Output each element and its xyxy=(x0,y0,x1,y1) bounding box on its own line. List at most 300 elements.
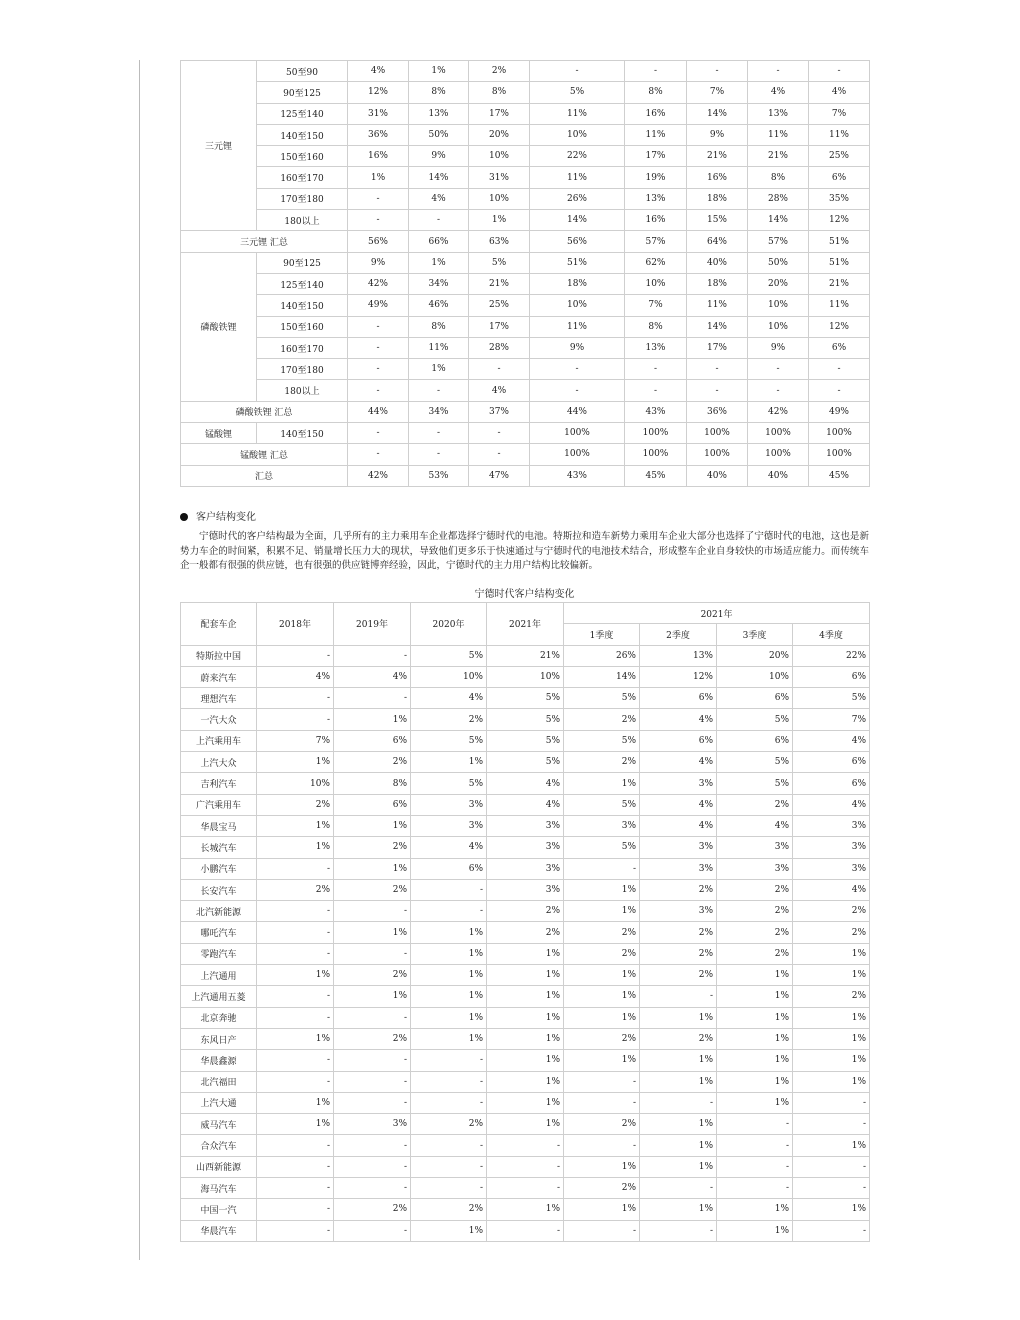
table-row xyxy=(181,815,870,836)
table-cell: 6% xyxy=(717,730,793,751)
table-cell: - xyxy=(411,1071,487,1092)
table-cell: 1% xyxy=(334,858,411,879)
table-cell: - xyxy=(487,1156,564,1177)
table-cell: 1% xyxy=(257,965,334,986)
table-cell: - xyxy=(257,1071,334,1092)
table-cell: 8% xyxy=(334,773,411,794)
table-cell: 2% xyxy=(487,901,564,922)
table-cell: 10% xyxy=(411,666,487,687)
table-cell: - xyxy=(748,359,809,380)
table-row xyxy=(181,1050,870,1071)
table-cell: 1% xyxy=(487,1028,564,1049)
group-label: 三元锂 xyxy=(181,61,257,231)
table-cell: 13% xyxy=(640,645,717,666)
table-cell: 1% xyxy=(640,1050,717,1071)
table-cell: 5% xyxy=(411,773,487,794)
table-cell: - xyxy=(411,1135,487,1156)
table-cell: - xyxy=(717,1156,793,1177)
table-cell: 1% xyxy=(717,1028,793,1049)
table-cell: 35% xyxy=(809,188,870,209)
table-cell: 7% xyxy=(793,709,870,730)
table-cell: 5% xyxy=(564,730,640,751)
table-cell: 5% xyxy=(717,709,793,730)
table-cell: 10% xyxy=(717,666,793,687)
table-cell: 2% xyxy=(411,1114,487,1135)
table-cell: 4% xyxy=(487,794,564,815)
table-row xyxy=(181,752,870,773)
table-cell: 50% xyxy=(409,124,469,145)
table-cell: - xyxy=(411,1156,487,1177)
table-cell: 21% xyxy=(687,146,748,167)
table-cell: 2% xyxy=(411,1199,487,1220)
table-cell: - xyxy=(687,359,748,380)
table-cell: 1% xyxy=(348,167,409,188)
table-cell: 42% xyxy=(348,465,409,486)
table-cell: 4% xyxy=(411,837,487,858)
table-cell: 1% xyxy=(564,1156,640,1177)
table-cell: 4% xyxy=(409,188,469,209)
table-cell: - xyxy=(793,1178,870,1199)
table-cell: 2% xyxy=(640,879,717,900)
table-cell: 8% xyxy=(469,82,530,103)
table-cell: - xyxy=(334,1071,411,1092)
table-cell: 1% xyxy=(717,986,793,1007)
table-cell: 4% xyxy=(487,773,564,794)
table-cell: 18% xyxy=(687,273,748,294)
table-row xyxy=(181,986,870,1007)
table-cell: - xyxy=(809,359,870,380)
table-cell: 2% xyxy=(334,879,411,900)
table-cell: 8% xyxy=(748,167,809,188)
table-cell: 6% xyxy=(793,752,870,773)
table-cell: 1% xyxy=(717,1071,793,1092)
header-cell: 2018年 xyxy=(257,603,334,646)
table-cell: 1% xyxy=(793,1071,870,1092)
table-cell: 3% xyxy=(640,837,717,858)
table-row xyxy=(181,1178,870,1199)
table-cell: - xyxy=(257,858,334,879)
table-cell: 2% xyxy=(334,752,411,773)
table-row xyxy=(181,645,870,666)
table-cell: 1% xyxy=(640,1199,717,1220)
table-cell: 2% xyxy=(793,986,870,1007)
row-label: 50至90 xyxy=(257,61,348,82)
table-cell: 1% xyxy=(411,752,487,773)
table-row xyxy=(181,1135,870,1156)
table-cell: 8% xyxy=(625,82,687,103)
table-cell: 3% xyxy=(334,1114,411,1135)
table-cell: 2% xyxy=(334,965,411,986)
table-cell: 1% xyxy=(564,879,640,900)
table-cell: 3% xyxy=(487,879,564,900)
table-cell: 6% xyxy=(809,167,870,188)
table-cell: 2% xyxy=(564,1114,640,1135)
table-cell: 28% xyxy=(748,188,809,209)
table-cell: 51% xyxy=(809,252,870,273)
row-label: 150至160 xyxy=(257,146,348,167)
table-cell: 7% xyxy=(809,103,870,124)
row-label: 磷酸铁锂 汇总 xyxy=(181,401,348,422)
table-cell: 20% xyxy=(469,124,530,145)
table-cell: 100% xyxy=(625,444,687,465)
table-cell: 37% xyxy=(469,401,530,422)
table-cell: - xyxy=(411,1092,487,1113)
table-cell: 9% xyxy=(348,252,409,273)
table-cell: - xyxy=(334,1178,411,1199)
table-row xyxy=(181,1114,870,1135)
page-margin-line xyxy=(139,60,140,1260)
table-cell: 1% xyxy=(487,943,564,964)
table-cell: - xyxy=(717,1135,793,1156)
table-cell: 3% xyxy=(640,858,717,879)
table-cell: 1% xyxy=(409,61,469,82)
table-cell: 1% xyxy=(487,1071,564,1092)
table-cell: 7% xyxy=(257,730,334,751)
table-cell: 7% xyxy=(625,295,687,316)
table-cell: - xyxy=(409,380,469,401)
table-cell: - xyxy=(640,1178,717,1199)
table-cell: 100% xyxy=(809,444,870,465)
table-cell: 36% xyxy=(348,124,409,145)
table-cell: 1% xyxy=(564,773,640,794)
table-cell: 100% xyxy=(809,423,870,444)
table-cell: - xyxy=(257,688,334,709)
header-cell: 4季度 xyxy=(793,624,870,645)
table-cell: 40% xyxy=(748,465,809,486)
table-row xyxy=(181,380,870,401)
table-cell: 1% xyxy=(487,1007,564,1028)
table-cell: 10% xyxy=(257,773,334,794)
table-cell: 21% xyxy=(748,146,809,167)
table-cell: 47% xyxy=(469,465,530,486)
table-cell: 5% xyxy=(564,794,640,815)
table-cell: 8% xyxy=(625,316,687,337)
table-row xyxy=(181,1007,870,1028)
row-label: 125至140 xyxy=(257,103,348,124)
table-cell: - xyxy=(640,1092,717,1113)
table-cell: 50% xyxy=(748,252,809,273)
table-cell: 4% xyxy=(793,879,870,900)
table-row xyxy=(181,359,870,380)
table-cell: 9% xyxy=(748,337,809,358)
table-cell: 5% xyxy=(530,82,625,103)
table-cell: 1% xyxy=(409,252,469,273)
table-cell: 1% xyxy=(793,1135,870,1156)
table-cell: - xyxy=(348,316,409,337)
table-cell: 2% xyxy=(717,901,793,922)
table-cell: 6% xyxy=(793,666,870,687)
header-cell: 1季度 xyxy=(564,624,640,645)
table-cell: - xyxy=(257,1050,334,1071)
row-label: 90至125 xyxy=(257,252,348,273)
table-row xyxy=(181,794,870,815)
table-cell: 11% xyxy=(809,295,870,316)
table-cell: - xyxy=(487,1178,564,1199)
row-label: 160至170 xyxy=(257,337,348,358)
table-row xyxy=(181,167,870,188)
table-cell: 1% xyxy=(411,943,487,964)
table-cell: 12% xyxy=(348,82,409,103)
table-cell: - xyxy=(409,444,469,465)
table-cell: 31% xyxy=(348,103,409,124)
table-cell: 1% xyxy=(487,1114,564,1135)
table-cell: 42% xyxy=(348,273,409,294)
table-cell: 1% xyxy=(487,965,564,986)
table-cell: - xyxy=(348,188,409,209)
table-cell: 1% xyxy=(564,901,640,922)
table-cell: 1% xyxy=(257,752,334,773)
table-cell: - xyxy=(334,1220,411,1241)
table-cell: - xyxy=(640,1220,717,1241)
table-row xyxy=(181,879,870,900)
row-label: 一汽大众 xyxy=(181,709,257,730)
row-label: 山西新能源 xyxy=(181,1156,257,1177)
table-cell: 14% xyxy=(748,210,809,231)
table-cell: 3% xyxy=(487,815,564,836)
table-cell: - xyxy=(257,1135,334,1156)
row-label: 160至170 xyxy=(257,167,348,188)
table-cell: - xyxy=(564,1135,640,1156)
table-cell: - xyxy=(687,61,748,82)
table-cell: 1% xyxy=(257,1028,334,1049)
table-cell: 21% xyxy=(487,645,564,666)
table-cell: 6% xyxy=(640,730,717,751)
table-cell: 11% xyxy=(687,295,748,316)
table-cell: 1% xyxy=(640,1114,717,1135)
table-cell: 5% xyxy=(564,837,640,858)
table-cell: 2% xyxy=(640,1028,717,1049)
table-cell: 2% xyxy=(564,922,640,943)
table-cell: 9% xyxy=(409,146,469,167)
table-cell: 100% xyxy=(625,423,687,444)
table-cell: - xyxy=(809,61,870,82)
table-cell: 4% xyxy=(334,666,411,687)
table-row xyxy=(181,401,870,422)
table-cell: 34% xyxy=(409,401,469,422)
table-row xyxy=(181,709,870,730)
table-cell: 3% xyxy=(411,815,487,836)
table-cell: 1% xyxy=(334,709,411,730)
table-cell: 2% xyxy=(564,1178,640,1199)
table-cell: - xyxy=(564,1071,640,1092)
table-cell: 62% xyxy=(625,252,687,273)
table-cell: 1% xyxy=(334,986,411,1007)
table-cell: - xyxy=(411,1050,487,1071)
table-row xyxy=(181,1199,870,1220)
table-row xyxy=(181,1028,870,1049)
table-cell: 20% xyxy=(717,645,793,666)
table-cell: 9% xyxy=(530,337,625,358)
table-row xyxy=(181,666,870,687)
table-row xyxy=(181,231,870,252)
row-label: 东风日产 xyxy=(181,1028,257,1049)
row-label: 上汽大众 xyxy=(181,752,257,773)
table-cell: 4% xyxy=(640,709,717,730)
table-cell: 1% xyxy=(334,815,411,836)
table-cell: 10% xyxy=(625,273,687,294)
table-cell: - xyxy=(257,1156,334,1177)
table-cell: - xyxy=(487,1220,564,1241)
table-cell: 53% xyxy=(409,465,469,486)
table-cell: 1% xyxy=(717,1007,793,1028)
table-cell: - xyxy=(348,337,409,358)
table-row xyxy=(181,61,870,82)
table-row xyxy=(181,273,870,294)
table-cell: 10% xyxy=(469,188,530,209)
table-cell: - xyxy=(564,858,640,879)
customer-structure-table xyxy=(180,602,870,1242)
table-cell: 2% xyxy=(469,61,530,82)
table-row xyxy=(181,688,870,709)
table-cell: - xyxy=(530,359,625,380)
row-label: 华晨汽车 xyxy=(181,1220,257,1241)
table-cell: - xyxy=(640,986,717,1007)
table-cell: 14% xyxy=(530,210,625,231)
table-row xyxy=(181,922,870,943)
row-label: 北汽新能源 xyxy=(181,901,257,922)
table-cell: 6% xyxy=(334,794,411,815)
table-cell: 5% xyxy=(411,645,487,666)
table-cell: 2% xyxy=(793,922,870,943)
table-cell: 6% xyxy=(640,688,717,709)
table-cell: - xyxy=(257,1178,334,1199)
table-cell: 1% xyxy=(469,210,530,231)
table-cell: - xyxy=(625,380,687,401)
table-row xyxy=(181,858,870,879)
header-cell: 2021年 xyxy=(564,603,870,624)
table-cell: 2% xyxy=(717,794,793,815)
row-label: 蔚来汽车 xyxy=(181,666,257,687)
table-cell: - xyxy=(334,1135,411,1156)
table-cell: 36% xyxy=(687,401,748,422)
table-cell: 12% xyxy=(640,666,717,687)
row-label: 90至125 xyxy=(257,82,348,103)
row-label: 海马汽车 xyxy=(181,1178,257,1199)
row-label: 125至140 xyxy=(257,273,348,294)
table-cell: 1% xyxy=(411,922,487,943)
table-cell: - xyxy=(809,380,870,401)
table-cell: 4% xyxy=(793,794,870,815)
table-cell: - xyxy=(409,423,469,444)
table-cell: - xyxy=(257,943,334,964)
table-cell: 1% xyxy=(257,1092,334,1113)
row-label: 长城汽车 xyxy=(181,837,257,858)
table-row xyxy=(181,901,870,922)
row-label: 180以上 xyxy=(257,380,348,401)
table-cell: 19% xyxy=(625,167,687,188)
table-cell: 5% xyxy=(411,730,487,751)
table-cell: 45% xyxy=(625,465,687,486)
table-cell: 17% xyxy=(687,337,748,358)
row-label: 140至150 xyxy=(257,423,348,444)
table-cell: - xyxy=(334,901,411,922)
table-cell: - xyxy=(687,380,748,401)
table-cell: - xyxy=(625,61,687,82)
table-cell: 100% xyxy=(687,423,748,444)
table-row xyxy=(181,295,870,316)
table-cell: 2% xyxy=(640,943,717,964)
table-cell: 100% xyxy=(687,444,748,465)
table-cell: - xyxy=(257,986,334,1007)
row-label: 合众汽车 xyxy=(181,1135,257,1156)
table-cell: 1% xyxy=(793,1028,870,1049)
table-cell: 5% xyxy=(717,773,793,794)
table-cell: 11% xyxy=(530,167,625,188)
table-cell: 1% xyxy=(487,1092,564,1113)
table-cell: 6% xyxy=(717,688,793,709)
table-cell: 5% xyxy=(487,688,564,709)
table-cell: 20% xyxy=(748,273,809,294)
table-cell: 1% xyxy=(793,1199,870,1220)
table-cell: - xyxy=(748,380,809,401)
table-cell: 2% xyxy=(257,794,334,815)
section-paragraph: 宁德时代的客户结构最为全面，几乎所有的主力乘用车企业都选择宁德时代的电池。特斯拉和造车新势力乘用车企业大部分也选择了宁德时代的电池，这也是新势力车企的时间紧，积累不足、销量增长压力大的现状，导致他们更多乐于快速通过与宁德时代的电池技术结合，形成整车企业自身较快的市场适应能力。而传统车企一般都有很强的供应链，也有很强的供应链博弈经验，因此，宁德时代的主力用户结构比较偏新。 xyxy=(180,531,869,571)
table-cell: 56% xyxy=(348,231,409,252)
table-cell: 5% xyxy=(469,252,530,273)
table-cell: 5% xyxy=(793,688,870,709)
table-cell: 3% xyxy=(487,858,564,879)
table-cell: - xyxy=(469,359,530,380)
row-label: 上汽大通 xyxy=(181,1092,257,1113)
table-caption: 宁德时代客户结构变化 xyxy=(474,589,575,600)
table-cell: 44% xyxy=(348,401,409,422)
table-cell: 12% xyxy=(809,316,870,337)
group-label: 锰酸锂 xyxy=(181,423,257,444)
table-cell: 3% xyxy=(487,837,564,858)
table-cell: 28% xyxy=(469,337,530,358)
table-cell: 1% xyxy=(793,1050,870,1071)
table-cell: - xyxy=(257,1199,334,1220)
table-cell: 1% xyxy=(717,1220,793,1241)
table-row xyxy=(181,1220,870,1241)
table-cell: - xyxy=(348,423,409,444)
table-cell: 16% xyxy=(687,167,748,188)
table-cell: 51% xyxy=(530,252,625,273)
table-cell: - xyxy=(257,1220,334,1241)
table-cell: 4% xyxy=(257,666,334,687)
table-cell: 56% xyxy=(530,231,625,252)
table-cell: 4% xyxy=(640,752,717,773)
table-cell: 8% xyxy=(409,82,469,103)
table-cell: 2% xyxy=(640,922,717,943)
table-cell: - xyxy=(793,1092,870,1113)
table-cell: 10% xyxy=(469,146,530,167)
table-cell: 17% xyxy=(625,146,687,167)
row-label: 零跑汽车 xyxy=(181,943,257,964)
table-cell: - xyxy=(469,444,530,465)
table-row xyxy=(181,252,870,273)
table-cell: 57% xyxy=(625,231,687,252)
row-label: 哪吒汽车 xyxy=(181,922,257,943)
section-heading-text: 客户结构变化 xyxy=(196,512,256,523)
table-cell: 1% xyxy=(411,1220,487,1241)
table-cell: 1% xyxy=(564,1050,640,1071)
table-cell: 3% xyxy=(411,794,487,815)
table-cell: 2% xyxy=(334,837,411,858)
row-label: 长安汽车 xyxy=(181,879,257,900)
table-cell: 2% xyxy=(564,943,640,964)
row-label: 北汽福田 xyxy=(181,1071,257,1092)
table-cell: - xyxy=(348,380,409,401)
row-label: 特斯拉中国 xyxy=(181,645,257,666)
table-cell: 1% xyxy=(487,986,564,1007)
table-cell: 2% xyxy=(717,879,793,900)
table-cell: 4% xyxy=(809,82,870,103)
table-cell: 100% xyxy=(530,444,625,465)
table-cell: 13% xyxy=(625,337,687,358)
table-cell: 1% xyxy=(793,1007,870,1028)
table-cell: - xyxy=(530,380,625,401)
